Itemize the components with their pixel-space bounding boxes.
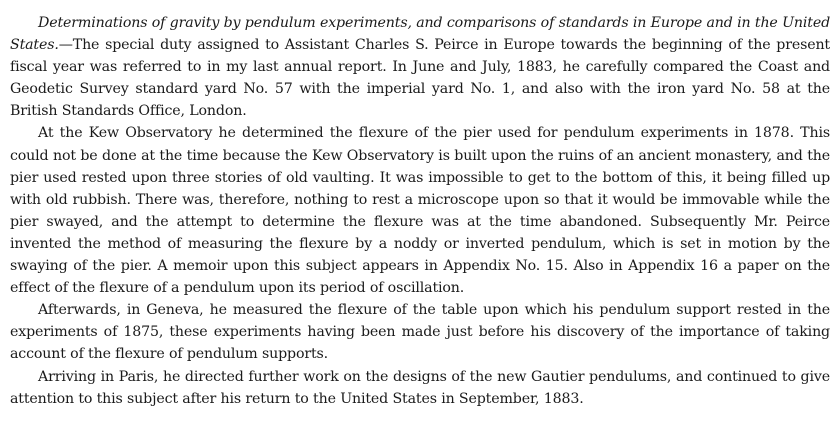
- section-heading: Determinations of gravity by pendulum experiments, and comparisons of standards in Europe and in the United States.: [10, 15, 830, 54]
- paragraph-text: At the Kew Observatory he determined the flexure of the pier used for pendulum experiments in 1878. This could not be done at the time because the Kew Observatory is built upon the ruins of an ancient monastery, and the pier used rested upon three stories of old vaulting. It was impossible to get to the bottom of this, it being filled up with old rubbish. There was, therefore, nothing to rest a microscope upon so that it would be immovable while the pier swayed, and the attempt to determine the flexure was at the time abandoned. Subsequently Mr. Peirce invented the method of measuring the flexure by a noddy or inverted pendulum, which is set in motion by the swaying of the pier. A memoir upon this subject appears in Appendix No. 15. Also in Appendix 16 a paper on the effect of the flexure of a pendulum upon its period of oscillation.: [10, 125, 830, 297]
- paragraph-geneva: [10, 299, 830, 365]
- paragraph-text: Arriving in Paris, he directed further work on the designs of the new Gautier pendulums, and continued to give attention to this subject after his return to the United States in September, 1883.: [10, 368, 830, 407]
- paragraph-paris: [10, 366, 830, 410]
- paragraph-gravity-determinations: [10, 12, 830, 122]
- paragraph-kew-observatory: [10, 122, 830, 299]
- paragraph-text: —The special duty assigned to Assistant Charles S. Peirce in Europe towards the beginning of the present fiscal year was referred to in my last annual report. In June and July, 1883, he carefully compared the Coast and Geodetic Survey standard yard No. 57 with the imperial yard No. 1, and also with the iron yard No. 58 at the British Standards Office, London.: [10, 37, 830, 120]
- paragraph-text: Afterwards, in Geneva, he measured the flexure of the table upon which his pendulum support rested in the experiments of 1875, these experiments having been made just before his discovery of the importance of taking account of the flexure of pendulum supports.: [10, 302, 830, 363]
